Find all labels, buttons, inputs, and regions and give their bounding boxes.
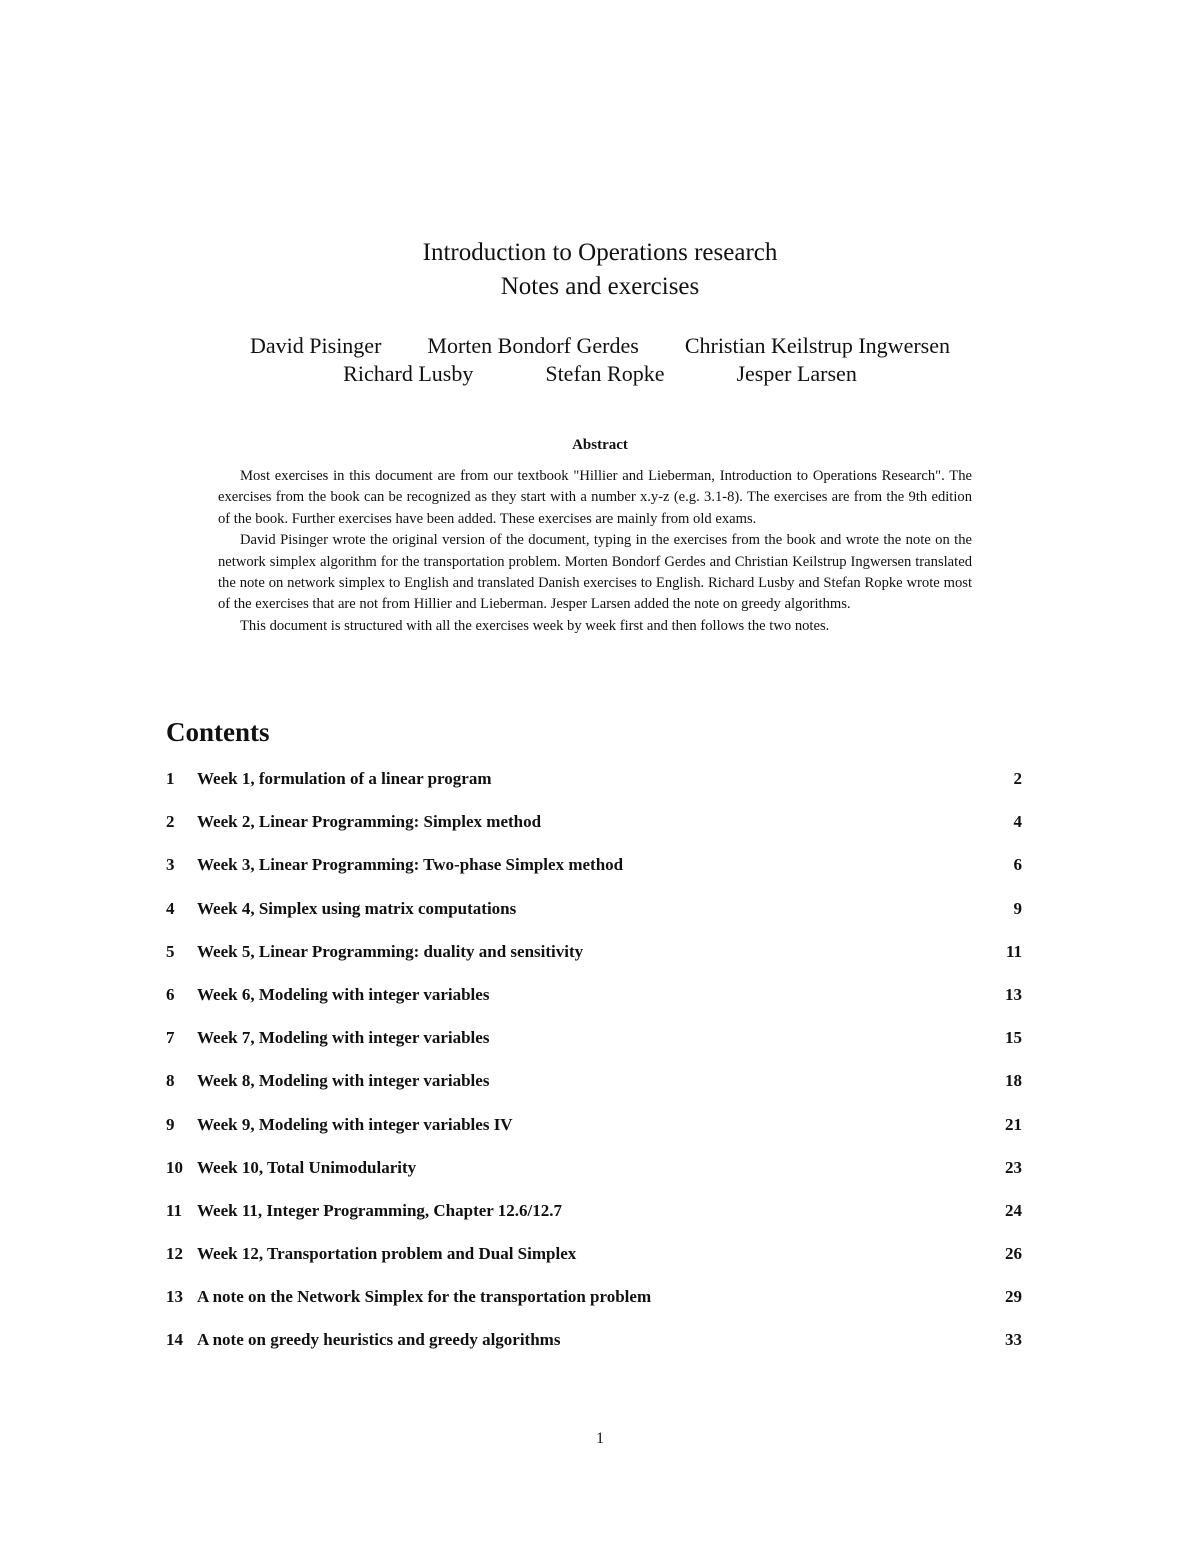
toc-entry[interactable] [166, 1111, 1022, 1154]
title-line-1: Introduction to Operations research [422, 239, 778, 266]
toc-entry-title: Week 6, Modeling with integer variables [197, 984, 490, 1004]
toc-entry-number: 8 [166, 1071, 175, 1091]
toc-entry[interactable] [166, 1197, 1022, 1240]
toc-entry-title: Week 12, Transportation problem and Dual Simplex [197, 1244, 577, 1264]
toc-entry-title: Week 7, Modeling with integer variables [197, 1028, 490, 1048]
toc-entry-number: 9 [166, 1114, 175, 1134]
toc-entry-title: Week 1, formulation of a linear program [197, 769, 492, 788]
toc-entry[interactable] [166, 765, 1022, 808]
toc-entry-page: 2 [1013, 769, 1022, 788]
table-of-contents [166, 765, 1022, 1370]
toc-entry[interactable] [166, 1283, 1022, 1326]
toc-entry-page: 11 [1005, 941, 1022, 961]
toc-entry-page: 21 [1005, 1114, 1022, 1134]
toc-entry-title: A note on the Network Simplex for the transportation problem [197, 1287, 652, 1307]
toc-entry-number: 11 [166, 1200, 183, 1220]
toc-entry-page: 33 [1005, 1330, 1022, 1350]
author-name: Jesper Larsen [736, 361, 857, 386]
toc-entry-page: 26 [1005, 1244, 1022, 1264]
toc-entry-title: Week 11, Integer Programming, Chapter 12.6/12.7 [197, 1200, 563, 1220]
toc-entry-page: 23 [1005, 1157, 1022, 1177]
abstract-paragraph: David Pisinger wrote the original version of the document, typing in the exercises from the book and wrote the note on the network simplex algorithm for the transportation problem. Morten Bondorf Gerdes and Christian Keilstrup Ingwersen translated the note on network simplex to English and translated Danish exercises to English. Richard Lusby and Stefan Ropke wrote most of the exercises that are not from Hillier and Lieberman. Jesper Larsen added the note on greedy algorithms. [218, 532, 972, 613]
toc-entry-number: 5 [166, 941, 175, 961]
toc-entry-number: 6 [166, 984, 175, 1004]
abstract-body [218, 466, 972, 637]
toc-entry[interactable] [166, 981, 1022, 1024]
toc-entry[interactable] [166, 1326, 1022, 1369]
toc-entry-page: 13 [1005, 984, 1022, 1004]
toc-entry-number: 3 [166, 855, 175, 875]
toc-entry-page: 24 [1005, 1200, 1022, 1220]
toc-entry-page: 18 [1005, 1071, 1022, 1091]
toc-entry-number: 12 [166, 1244, 183, 1264]
toc-entry-number: 7 [166, 1028, 175, 1048]
author-row-2 [0, 360, 1200, 388]
toc-entry-page: 15 [1005, 1028, 1022, 1048]
toc-entry-number: 14 [166, 1330, 183, 1350]
document-title [0, 236, 1200, 304]
toc-entry[interactable] [166, 808, 1022, 851]
page-number: 1 [596, 1430, 604, 1447]
toc-entry-number: 4 [166, 898, 175, 918]
toc-entry[interactable] [166, 851, 1022, 894]
toc-entry-title: Week 4, Simplex using matrix computations [197, 898, 517, 918]
author-name: David Pisinger [250, 333, 382, 358]
toc-entry[interactable] [166, 1240, 1022, 1283]
author-name: Stefan Ropke [545, 361, 665, 386]
toc-entry-page: 29 [1005, 1287, 1022, 1307]
toc-entry-number: 13 [166, 1287, 183, 1307]
author-row-1 [0, 332, 1200, 360]
contents-heading: Contents [166, 717, 270, 747]
author-name: Morten Bondorf Gerdes [427, 333, 639, 358]
toc-entry-number: 2 [166, 812, 175, 832]
toc-entry-title: Week 5, Linear Programming: duality and sensitivity [197, 941, 584, 961]
toc-entry-title: Week 2, Linear Programming: Simplex method [197, 812, 542, 832]
toc-entry-page: 4 [1013, 812, 1022, 832]
toc-entry-title: A note on greedy heuristics and greedy algorithms [197, 1330, 561, 1350]
toc-entry[interactable] [166, 938, 1022, 981]
author-list [0, 332, 1200, 388]
toc-entry[interactable] [166, 1154, 1022, 1197]
toc-entry-number: 1 [166, 769, 175, 788]
toc-entry-title: Week 10, Total Unimodularity [197, 1157, 417, 1177]
toc-entry-number: 10 [166, 1157, 183, 1177]
title-line-2: Notes and exercises [500, 273, 700, 300]
author-name: Richard Lusby [343, 361, 474, 386]
abstract-heading: Abstract [572, 437, 628, 453]
toc-entry[interactable] [166, 1024, 1022, 1067]
toc-entry-page: 9 [1013, 898, 1022, 918]
toc-entry-title: Week 8, Modeling with integer variables [197, 1071, 490, 1091]
abstract-paragraph: Most exercises in this document are from our textbook "Hillier and Lieberman, Introduction to Operations Research". The exercises from the book can be recognized as they start with a number x.y-z (e.g. 3.1-8). The exercises are from the 9th edition of the book. Further exercises have been added. These exercises are mainly from old exams. [218, 468, 972, 527]
abstract-paragraph: This document is structured with all the exercises week by week first and then follows the two notes. [240, 617, 830, 634]
toc-entry-title: Week 3, Linear Programming: Two-phase Simplex method [197, 855, 624, 875]
toc-entry[interactable] [166, 895, 1022, 938]
toc-entry[interactable] [166, 1067, 1022, 1110]
toc-entry-title: Week 9, Modeling with integer variables IV [197, 1114, 513, 1134]
toc-entry-page: 6 [1013, 855, 1022, 875]
author-name: Christian Keilstrup Ingwersen [684, 333, 950, 358]
